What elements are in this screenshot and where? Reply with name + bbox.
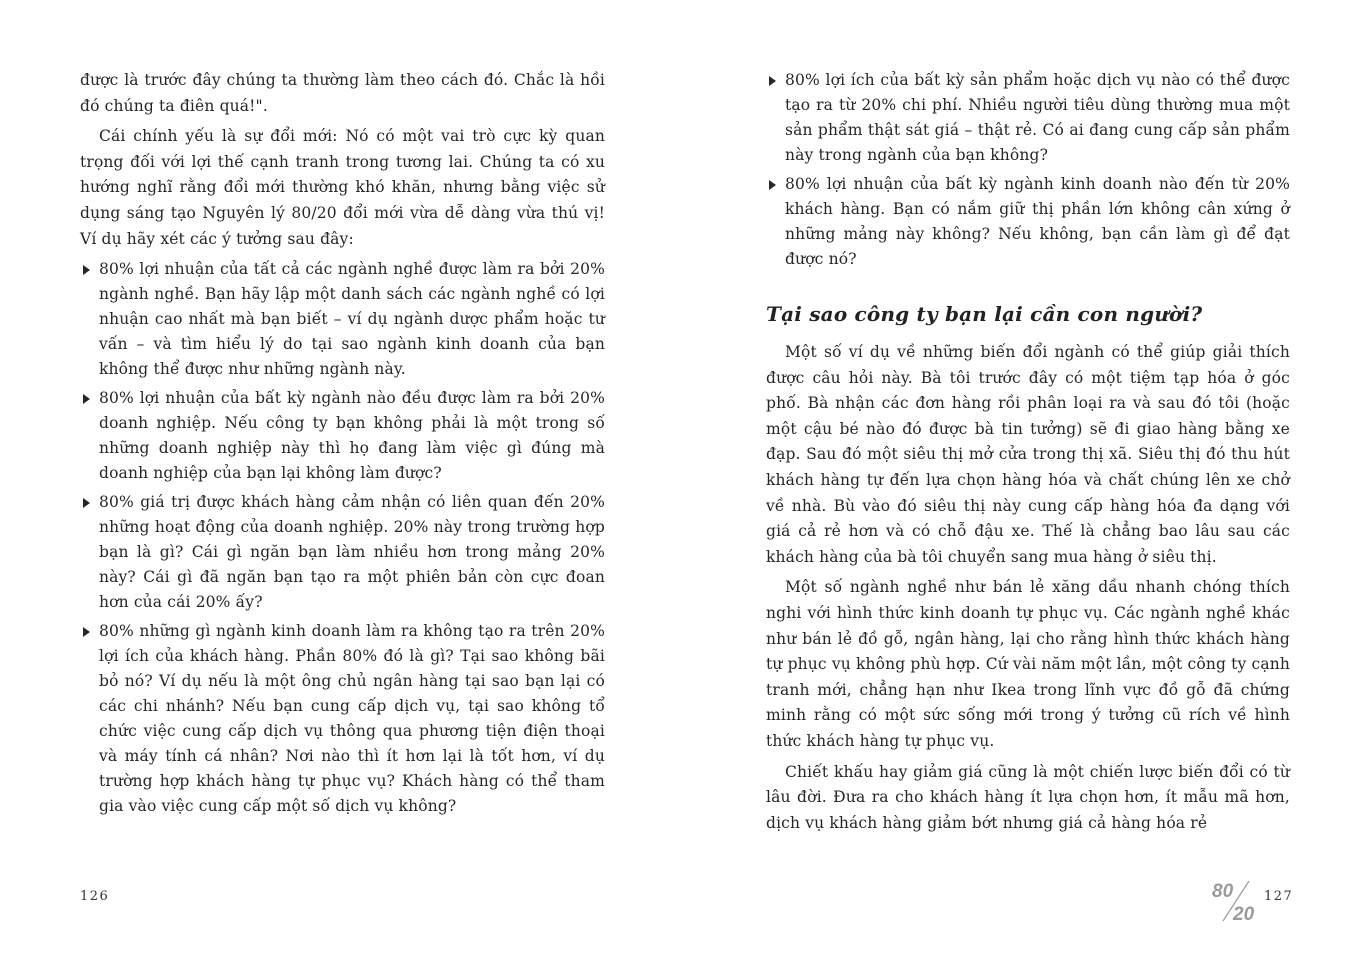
- book-logo-8020-icon: [1209, 878, 1263, 924]
- section-heading: Tại sao công ty bạn lại cần con người?: [766, 302, 1203, 326]
- list-item-text: 80% những gì ngành kinh doanh làm ra không tạo ra trên 20% lợi ích của khách hàng. Phần 80% đó là gì? Tại sao không bãi bỏ nó? Ví dụ nếu là một ông chủ ngân hàng tại sao bạn lại có các chi nhánh? Nếu bạn cung cấp dịch vụ, tại sao không tổ chức việc cung cấp dịch vụ thông qua phương tiện điện thoại và máy tính cá nhân? Nơi nào thì ít hơn lại là tốt hơn, ví dụ trường hợp khách hàng tự phục vụ? Khách hàng có thể tham gia vào việc cung cấp một số dịch vụ không?: [99, 622, 605, 816]
- triangle-bullet-icon: [83, 498, 90, 508]
- logo-bottom-number: 20: [1233, 904, 1255, 924]
- list-item: [766, 68, 1290, 168]
- list-item: [80, 257, 605, 382]
- list-item-text: 80% lợi nhuận của tất cả các ngành nghề được làm ra bởi 20% ngành nghề. Bạn hãy lập một danh sách các ngành nghề có lợi nhuận cao nhất mà bạn biết – ví dụ ngành dược phẩm hoặc tư vấn – và tìm hiểu lý do tại sao ngành kinh doanh của bạn không thể được như những ngành này.: [99, 260, 605, 379]
- page-number: 126: [80, 889, 110, 904]
- list-item-text: 80% lợi nhuận của bất kỳ ngành nào đều được làm ra bởi 20% doanh nghiệp. Nếu công ty bạn không phải là một trong số những doanh nghiệp này thì họ đang làm việc gì đúng mà doanh nghiệp của bạn lại không làm được?: [99, 389, 605, 483]
- right-page: [766, 68, 1290, 841]
- logo-top-number: 80: [1212, 881, 1234, 902]
- triangle-bullet-icon: [769, 180, 776, 190]
- list-item-text: 80% lợi nhuận của bất kỳ ngành kinh doanh nào đến từ 20% khách hàng. Bạn có nắm giữ thị phần lớn không cân xứng ở những mảng này không? Nếu không, bạn cần làm gì để đạt được nó?: [785, 175, 1290, 268]
- list-item: [80, 619, 605, 819]
- paragraph: Cái chính yếu là sự đổi mới: Nó có một vai trò cực kỳ quan trọng đối với lợi thế cạnh tranh trong tương lai. Chúng ta có xu hướng nghĩ rằng đổi mới thường khó khăn, nhưng bằng việc sử dụng sáng tạo Nguyên lý 80/20 đổi mới vừa dễ dàng vừa thú vị! Ví dụ hãy xét các ý tưởng sau đây:: [80, 127, 605, 248]
- paragraph: Một số ví dụ về những biến đổi ngành có thể giúp giải thích được câu hỏi này. Bà tôi trước đây có một tiệm tạp hóa ở góc phố. Bà nhận các đơn hàng rồi phân loại ra và sau đó tôi (hoặc một cậu bé nào đó được bà tin tưởng) sẽ đi giao hàng bằng xe đạp. Sau đó một siêu thị mở cửa trong thị xã. Siêu thị đó thu hút khách hàng tự đến lựa chọn hàng hóa và chất chúng lên xe chở về nhà. Bù vào đó siêu thị này cung cấp hàng hóa đa dạng với giá cả rẻ hơn và có chỗ đậu xe. Thế là chẳng bao lâu sau các khách hàng của bà tôi chuyển sang mua hàng ở siêu thị.: [766, 343, 1290, 566]
- list-item-text: 80% giá trị được khách hàng cảm nhận có liên quan đến 20% những hoạt động của doanh nghiệp. 20% này trong trường hợp bạn là gì? Cái gì ngăn bạn làm nhiều hơn trong mảng 20% này? Cái gì đã ngăn bạn tạo ra một phiên bản còn cực đoan hơn của cái 20% ấy?: [99, 493, 605, 612]
- triangle-bullet-icon: [83, 265, 90, 275]
- triangle-bullet-icon: [769, 76, 776, 86]
- paragraph: được là trước đây chúng ta thường làm theo cách đó. Chắc là hồi đó chúng ta điên quá!".: [80, 71, 605, 115]
- triangle-bullet-icon: [83, 627, 90, 637]
- paragraph: Chiết khấu hay giảm giá cũng là một chiến lược biến đổi có từ lâu đời. Đưa ra cho khách hàng ít lựa chọn hơn, ít mẫu mã hơn, dịch vụ khách hàng giảm bớt nhưng giá cả hàng hóa rẻ: [766, 762, 1290, 832]
- list-item: [80, 386, 605, 486]
- paragraph: Một số ngành nghề như bán lẻ xăng dầu nhanh chóng thích nghi với hình thức kinh doanh tự phục vụ. Các ngành nghề khác như bán lẻ đồ gỗ, ngân hàng, lại cho rằng hình thức khách hàng tự phục vụ không phù hợp. Cứ vài năm một lần, một công ty cạnh tranh mới, chẳng hạn như Ikea trong lĩnh vực đồ gỗ đã chứng minh rằng có một sức sống mới trong ý tưởng cũ rích về hình thức khách hàng tự phục vụ.: [766, 578, 1290, 750]
- list-item: [80, 490, 605, 615]
- bullet-list: [766, 68, 1290, 272]
- triangle-bullet-icon: [83, 394, 90, 404]
- list-item-text: 80% lợi ích của bất kỳ sản phẩm hoặc dịch vụ nào có thể được tạo ra từ 20% chi phí. Nhiều người tiêu dùng thường mua một sản phẩm thật sát giá – thật rẻ. Có ai đang cung cấp sản phẩm này trong ngành của bạn không?: [785, 71, 1290, 164]
- page-number: 127: [1264, 889, 1294, 904]
- list-item: [766, 172, 1290, 272]
- bullet-list: [80, 257, 605, 819]
- left-page: [80, 68, 605, 823]
